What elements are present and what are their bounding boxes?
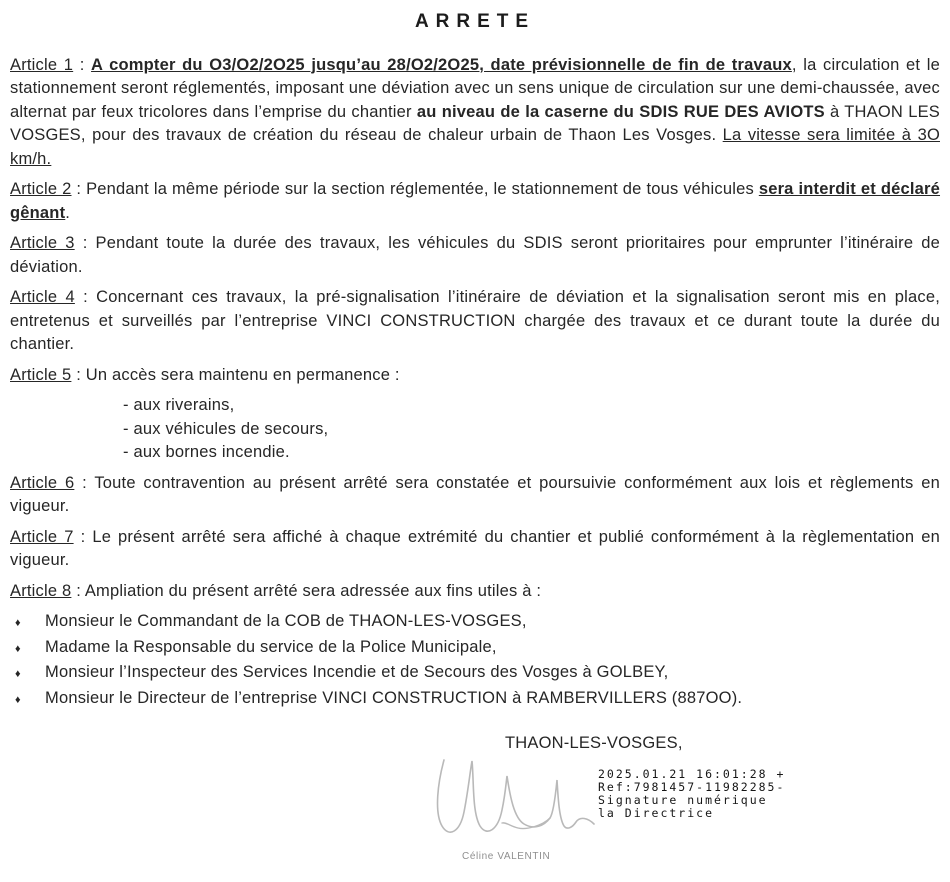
article-2-label: Article 2 <box>10 180 72 198</box>
digital-signature-stamp <box>598 768 785 820</box>
stamp-signature-type: Signature numérique <box>598 793 768 807</box>
stamp-signer-role: la Directrice <box>598 806 715 820</box>
recipient-text: Monsieur le Directeur de l’entreprise VINCI CONSTRUCTION à RAMBERVILLERS (887OO). <box>45 688 743 707</box>
closing-block <box>10 732 940 882</box>
article-1-speed-limit-segment: La vitesse sera limitée à 3O km/h. <box>10 126 940 168</box>
article-3-paragraph <box>10 232 940 279</box>
article-2-paragraph <box>10 178 940 225</box>
article-1-dates-segment: A compter du O3/O2/2O25 jusqu’au 28/O2/2O25, date prévisionnelle de fin de travaux <box>91 55 792 74</box>
article-7-label: Article 7 <box>10 527 74 546</box>
article-1-body-segment-2: à THAON LES VOSGES, pour des travaux de création du réseau de chaleur urbain de Thaon Les Vosges. <box>10 102 940 144</box>
recipient-text: Madame la Responsable du service de la Police Municipale, <box>45 637 497 656</box>
signer-name: Céline VALENTIN <box>462 851 551 862</box>
article-4-body-segment: : Concernant ces travaux, la pré-signalisation l’itinéraire de déviation et la signalisation seront mis en place, entretenus et surveillés par l’entreprise VINCI CONSTRUCTION chargée des travaux et ce durant toute la durée du chantier. <box>10 288 941 353</box>
article-1-location-segment: au niveau de la caserne du SDIS RUE DES AVIOTS <box>416 102 825 121</box>
article-1-body-segment: , la circulation et le stationnement seront réglementés, imposant une déviation avec un sens unique de circulation sur une demi-chaussée, avec alternat par feux tricolores dans l’emprise du chantier <box>10 55 941 121</box>
article-5-paragraph <box>10 364 940 388</box>
diamond-bullet-icon: ♦ <box>15 668 21 680</box>
recipient-text: Monsieur le Commandant de la COB de THAON-LES-VOSGES, <box>45 612 527 630</box>
article-3-label: Article 3 <box>10 234 75 252</box>
article-2-forbidden-segment: sera interdit et déclaré gênant <box>10 180 941 222</box>
document-title: ARRETE <box>414 11 536 32</box>
list-item: - aux bornes incendie. <box>123 443 290 461</box>
list-item: - aux véhicules de secours, <box>123 419 329 438</box>
article-5-label: Article 5 <box>10 365 72 384</box>
article-8-recipients-list <box>10 610 940 712</box>
article-6-body-segment: : Toute contravention au présent arrêté sera constatée et poursuivie conformément aux lois et règlements en vigueur. <box>10 473 940 515</box>
list-item <box>10 610 940 636</box>
stamp-timestamp: 2025.01.21 16:01:28 + <box>598 767 786 781</box>
article-6-paragraph <box>10 472 940 519</box>
list-item <box>10 661 940 687</box>
article-7-paragraph <box>10 526 940 573</box>
diamond-bullet-icon: ♦ <box>15 642 21 655</box>
article-8-paragraph <box>10 580 940 604</box>
article-5-body-segment: : Un accès sera maintenu en permanence : <box>71 365 400 384</box>
closing-place: THAON-LES-VOSGES, <box>505 734 683 752</box>
article-4-paragraph <box>10 286 940 357</box>
article-5-access-list <box>123 394 940 465</box>
diamond-bullet-icon: ♦ <box>15 617 21 629</box>
diamond-bullet-icon: ♦ <box>15 693 21 706</box>
article-1-paragraph <box>10 54 940 172</box>
article-1-label: Article 1 <box>10 55 74 74</box>
article-3-body-segment: : Pendant toute la durée des travaux, les véhicules du SDIS seront prioritaires pour emprunter l’itinéraire de déviation. <box>10 234 940 276</box>
list-item: - aux riverains, <box>123 396 235 414</box>
article-2-body-segment: : Pendant la même période sur la section réglementée, le stationnement de tous véhicules <box>71 180 759 198</box>
article-7-body-segment: : Le présent arrêté sera affiché à chaque extrémité du chantier et publié conformément à la règlementation en vigueur. <box>10 527 940 569</box>
handwritten-signature <box>422 760 607 844</box>
stamp-reference: Ref:7981457-11982285- <box>598 780 786 794</box>
list-item <box>10 687 940 713</box>
list-item <box>10 636 940 662</box>
article-8-label: Article 8 <box>10 581 72 600</box>
article-2-period: . <box>65 203 71 222</box>
recipient-text: Monsieur l’Inspecteur des Services Incendie et de Secours des Vosges à GOLBEY, <box>45 663 669 681</box>
article-4-label: Article 4 <box>10 288 75 306</box>
article-1-separator: : <box>73 55 92 74</box>
article-6-label: Article 6 <box>10 473 75 492</box>
article-8-body-segment: : Ampliation du présent arrêté sera adressée aux fins utiles à : <box>71 581 542 600</box>
